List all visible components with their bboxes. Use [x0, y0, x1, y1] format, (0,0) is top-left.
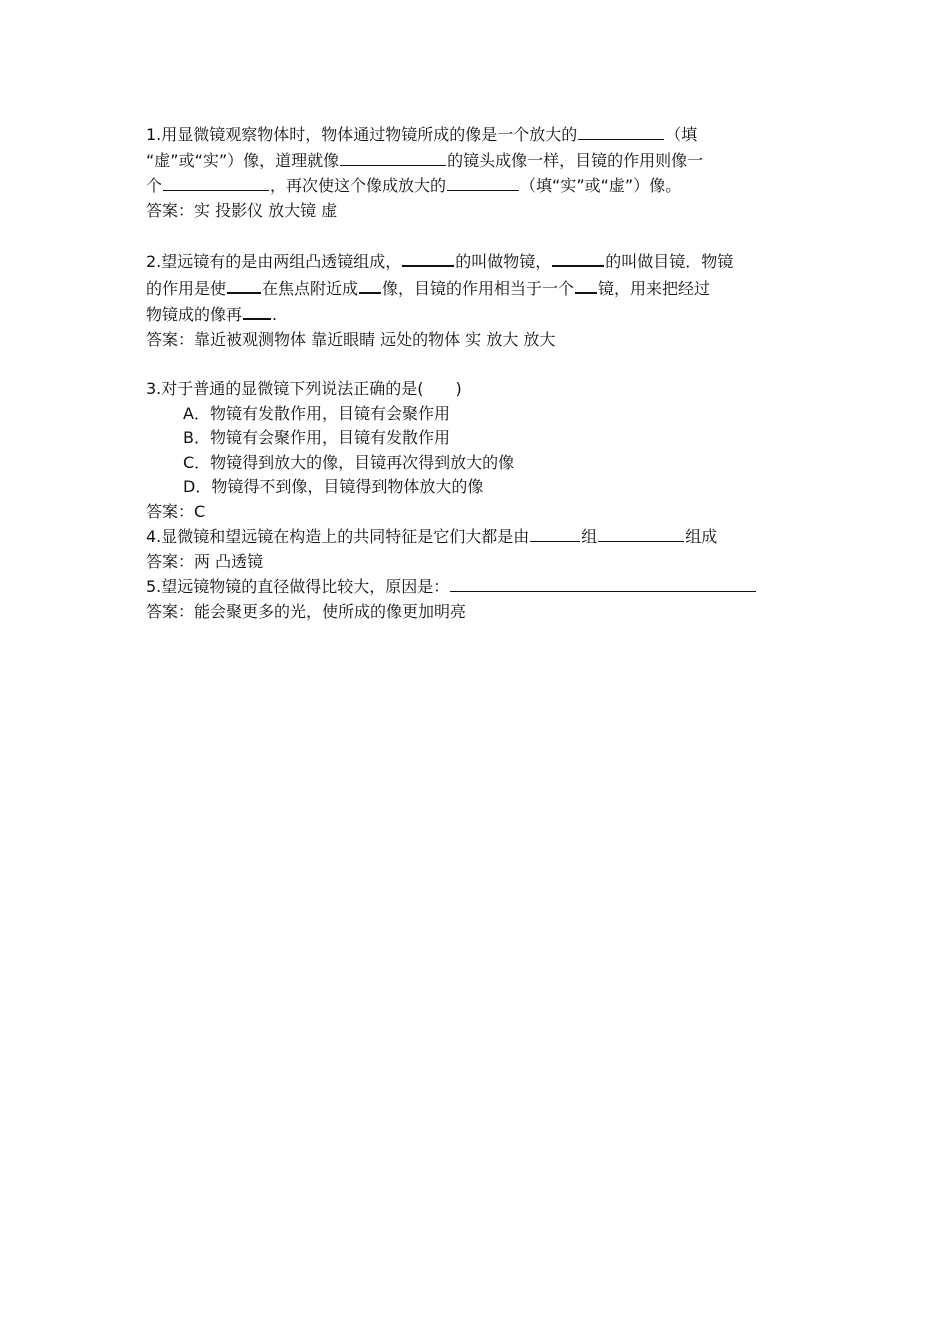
- question-5-line: [146, 574, 808, 600]
- question-4-line: [146, 524, 808, 550]
- fill-blank[interactable]: [530, 524, 580, 542]
- fill-blank[interactable]: [450, 574, 756, 592]
- question-4-text: 4.显微镜和望远镜在构造上的共同特征是它们大都是由: [146, 527, 530, 546]
- question-3-answer: 答案：C: [146, 501, 206, 521]
- question-1-text: “虚”或“实”）像，道理就像: [146, 150, 340, 170]
- question-3-option-d: D．物镜得不到像，目镜得到物体放大的像: [183, 477, 484, 496]
- question-2-text: 的作用是使: [146, 278, 227, 298]
- fill-blank[interactable]: [340, 148, 446, 166]
- question-4-text: 组成: [685, 527, 718, 546]
- question-2-text: 物镜成的像再: [146, 305, 243, 324]
- question-1-line-1: [146, 122, 808, 148]
- question-4-answer: 答案：两 凸透镜: [146, 551, 264, 571]
- fill-blank[interactable]: [598, 524, 684, 542]
- fill-blank[interactable]: [447, 173, 519, 191]
- question-3-option-a: A．物镜有发散作用，目镜有会聚作用: [183, 403, 450, 423]
- question-1-text: 1.用显微镜观察物体时，物体通过物镜所成的像是一个放大的: [146, 125, 578, 144]
- question-1-line-2: [146, 148, 808, 174]
- question-1-text: 个: [146, 176, 163, 195]
- question-2-text: 在焦点附近成: [262, 278, 359, 298]
- question-1-text: （填“实”或“虚”）像。: [520, 176, 682, 195]
- question-5-text: 5.望远镜物镜的直径做得比较大，原因是：: [146, 577, 450, 596]
- question-2-text: 镜，用来把经过: [598, 278, 711, 298]
- fill-blank[interactable]: [402, 248, 454, 267]
- question-3-option-b: B．物镜有会聚作用，目镜有发散作用: [183, 428, 450, 447]
- spacer: [146, 352, 808, 377]
- question-2-text: 的叫做目镜．物镜: [605, 252, 734, 271]
- question-5-answer: 答案：能会聚更多的光，使所成的像更加明亮: [146, 601, 467, 621]
- question-2-text: .: [272, 305, 278, 324]
- fill-blank[interactable]: [578, 122, 664, 140]
- question-list: [146, 122, 808, 624]
- question-2-line-2: [146, 275, 808, 302]
- question-2-text: 像，目镜的作用相当于一个: [382, 278, 575, 298]
- question-1-text: ，再次使这个像成放大的: [270, 176, 447, 195]
- fill-blank[interactable]: [243, 301, 271, 320]
- fill-blank[interactable]: [575, 275, 597, 294]
- fill-blank[interactable]: [552, 248, 604, 267]
- fill-blank[interactable]: [227, 275, 261, 294]
- question-2-answer: 答案：靠近被观测物体 靠近眼睛 远处的物体 实 放大 放大: [146, 329, 556, 349]
- spacer: [146, 223, 808, 248]
- question-1-text: （填: [665, 125, 698, 144]
- fill-blank[interactable]: [359, 275, 381, 294]
- question-3-stem: 3.对于普通的显微镜下列说法正确的是( ): [146, 379, 462, 398]
- question-2-text: 的叫做物镜，: [455, 252, 552, 271]
- question-1-answer: 答案：实 投影仪 放大镜 虚: [146, 200, 338, 220]
- question-1-line-3: [146, 173, 808, 199]
- question-4-text: 组: [581, 527, 598, 546]
- question-2-line-1: [146, 248, 808, 275]
- question-1-text: 的镜头成像一样，目镜的作用则像一: [447, 150, 704, 170]
- question-2-line-3: [146, 301, 808, 328]
- fill-blank[interactable]: [163, 173, 269, 191]
- question-3-option-c: C．物镜得到放大的像，目镜再次得到放大的像: [183, 452, 515, 472]
- question-2-text: 2.望远镜有的是由两组凸透镜组成，: [146, 252, 402, 271]
